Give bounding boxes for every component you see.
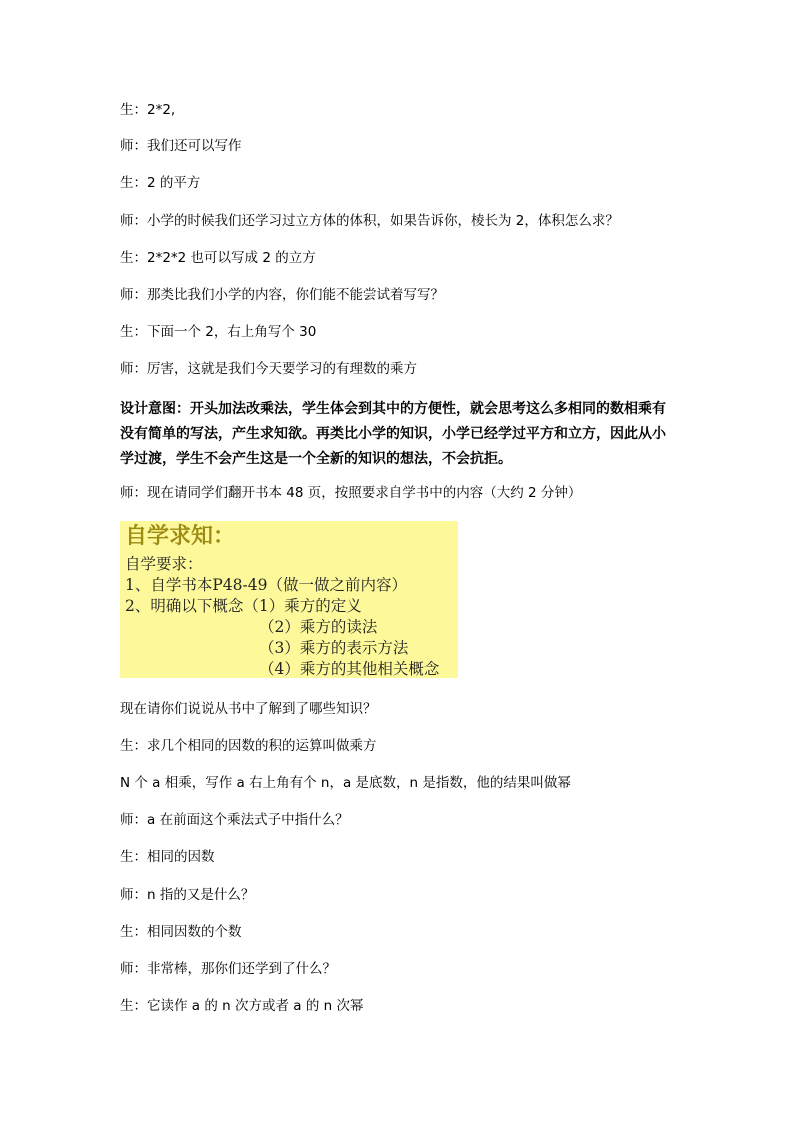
dialogue-line: 生：求几个相同的因数的积的运算叫做乘方	[120, 738, 377, 754]
design-intent-paragraph	[120, 397, 680, 472]
callout-subitem: （3）乘方的表示方法	[259, 639, 409, 657]
callout-subitem: （2）乘方的读法	[259, 618, 378, 636]
dialogue-line: 生：2*2*2 也可以写成 2 的立方	[120, 250, 316, 266]
dialogue-line: 师：那类比我们小学的内容，你们能不能尝试着写写？	[120, 287, 444, 303]
callout-subitem: （4）乘方的其他相关概念	[259, 660, 440, 678]
dialogue-line: 生：它读作 a 的 n 次方或者 a 的 n 次幂	[120, 998, 364, 1014]
dialogue-line: 师：n 指的又是什么？	[120, 887, 255, 903]
callout-item: 1、自学书本P48-49（做一做之前内容）	[125, 576, 407, 594]
dialogue-line: 师：小学的时候我们还学习过立方体的体积，如果告诉你，棱长为 2，体积怎么求？	[120, 213, 619, 229]
dialogue-line: 生：相同因数的个数	[120, 924, 242, 940]
self-study-callout	[120, 521, 458, 678]
teacher-instruction: 师：现在请同学们翻开书本 48 页，按照要求自学书中的内容（大约 2 分钟）	[120, 485, 582, 501]
dialogue-line: 师：a 在前面这个乘法式子中指什么？	[120, 812, 349, 828]
callout-requirements-label: 自学要求：	[125, 555, 203, 573]
dialogue-line: 现在请你们说说从书中了解到了哪些知识？	[120, 701, 377, 717]
dialogue-line: 生：2 的平方	[120, 175, 201, 191]
dialogue-line: 师：厉害，这就是我们今天要学习的有理数的乘方	[120, 361, 417, 377]
dialogue-line: N 个 a 相乘，写作 a 右上角有个 n，a 是底数，n 是指数，他的结果叫做幂	[120, 775, 571, 791]
dialogue-line: 生：下面一个 2，右上角写个 30	[120, 324, 317, 340]
dialogue-line: 生：2*2,	[120, 102, 176, 118]
callout-item: 2、明确以下概念（1）乘方的定义	[125, 597, 362, 615]
dialogue-line: 师：我们还可以写作	[120, 138, 242, 154]
dialogue-line: 生：相同的因数	[120, 849, 215, 865]
dialogue-line: 师：非常棒，那你们还学到了什么？	[120, 961, 336, 977]
design-intent-line: 学过渡，学生不会产生这是一个全新的知识的想法，不会抗拒。	[120, 451, 512, 467]
callout-title: 自学求知：	[125, 524, 236, 549]
design-intent-line: 设计意图：开头加法改乘法，学生体会到其中的方便性，就会思考这么多相同的数相乘有	[120, 401, 666, 417]
design-intent-line: 没有简单的写法，产生求知欲。再类比小学的知识，小学已经学过平方和立方，因此从小	[120, 426, 666, 442]
